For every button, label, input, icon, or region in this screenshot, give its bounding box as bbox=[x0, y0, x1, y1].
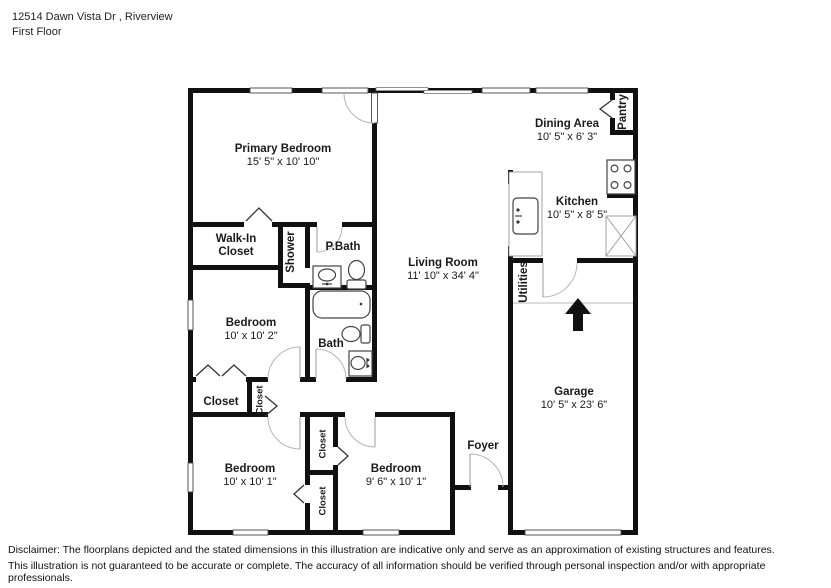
stove-icon bbox=[607, 160, 635, 194]
room-label-bedroom-bottom-middle: Bedroom 9' 6" x 10' 1" bbox=[365, 463, 427, 489]
room-label-primary-bath: P.Bath bbox=[325, 241, 361, 253]
room-label-bedroom-middle: Bedroom 10' x 10' 2" bbox=[224, 317, 278, 343]
room-label-kitchen: Kitchen 10' 5" x 8' 5" bbox=[546, 196, 608, 222]
room-label-shower: Shower bbox=[285, 231, 297, 273]
address-text: 12514 Dawn Vista Dr , Riverview bbox=[12, 11, 173, 23]
room-label-foyer: Foyer bbox=[467, 440, 499, 452]
room-label-closet-top: Closet bbox=[317, 429, 329, 459]
disclaimer-line1: Disclaimer: The floorplans depicted and the stated dimensions in this illustration are indicative only and serve as an approximation of existing structures and features. bbox=[8, 544, 775, 556]
garage-door bbox=[525, 530, 621, 535]
kitchen-counter-sink-icon bbox=[509, 172, 542, 256]
room-label-hall-closet: Closet bbox=[254, 385, 266, 415]
primary-bath-toilet-icon bbox=[347, 261, 366, 290]
room-label-bath: Bath bbox=[318, 338, 344, 350]
primary-bath-vanity-icon bbox=[313, 266, 341, 288]
refrigerator-icon bbox=[606, 216, 636, 256]
room-label-bedroom-bottom-left: Bedroom 10' x 10' 1" bbox=[223, 463, 277, 489]
room-label-closet: Closet bbox=[203, 396, 239, 408]
bath-toilet-icon bbox=[342, 325, 370, 343]
room-label-walk-in-closet: Walk-In Closet bbox=[215, 233, 257, 259]
room-label-pantry: Pantry bbox=[617, 94, 629, 130]
floor-text: First Floor bbox=[12, 26, 62, 38]
room-label-garage: Garage 10' 5" x 23' 6" bbox=[540, 386, 608, 412]
room-label-closet-bottom: Closet bbox=[317, 486, 329, 516]
room-label-utilities: Utilities bbox=[518, 261, 530, 303]
bathtub-icon bbox=[313, 291, 370, 318]
bath-vanity-icon bbox=[349, 351, 372, 376]
room-label-living-room: Living Room 11' 10" x 34' 4" bbox=[407, 257, 479, 283]
disclaimer-line2: This illustration is not guaranteed to be accurate or complete. The accuracy of all information should be verified through personal inspection and/or with appropriate professionals. bbox=[8, 560, 766, 584]
room-label-dining-area: Dining Area 10' 5" x 6' 3" bbox=[534, 118, 600, 144]
room-label-primary-bedroom: Primary Bedroom 15' 5" x 10' 10" bbox=[234, 143, 332, 169]
